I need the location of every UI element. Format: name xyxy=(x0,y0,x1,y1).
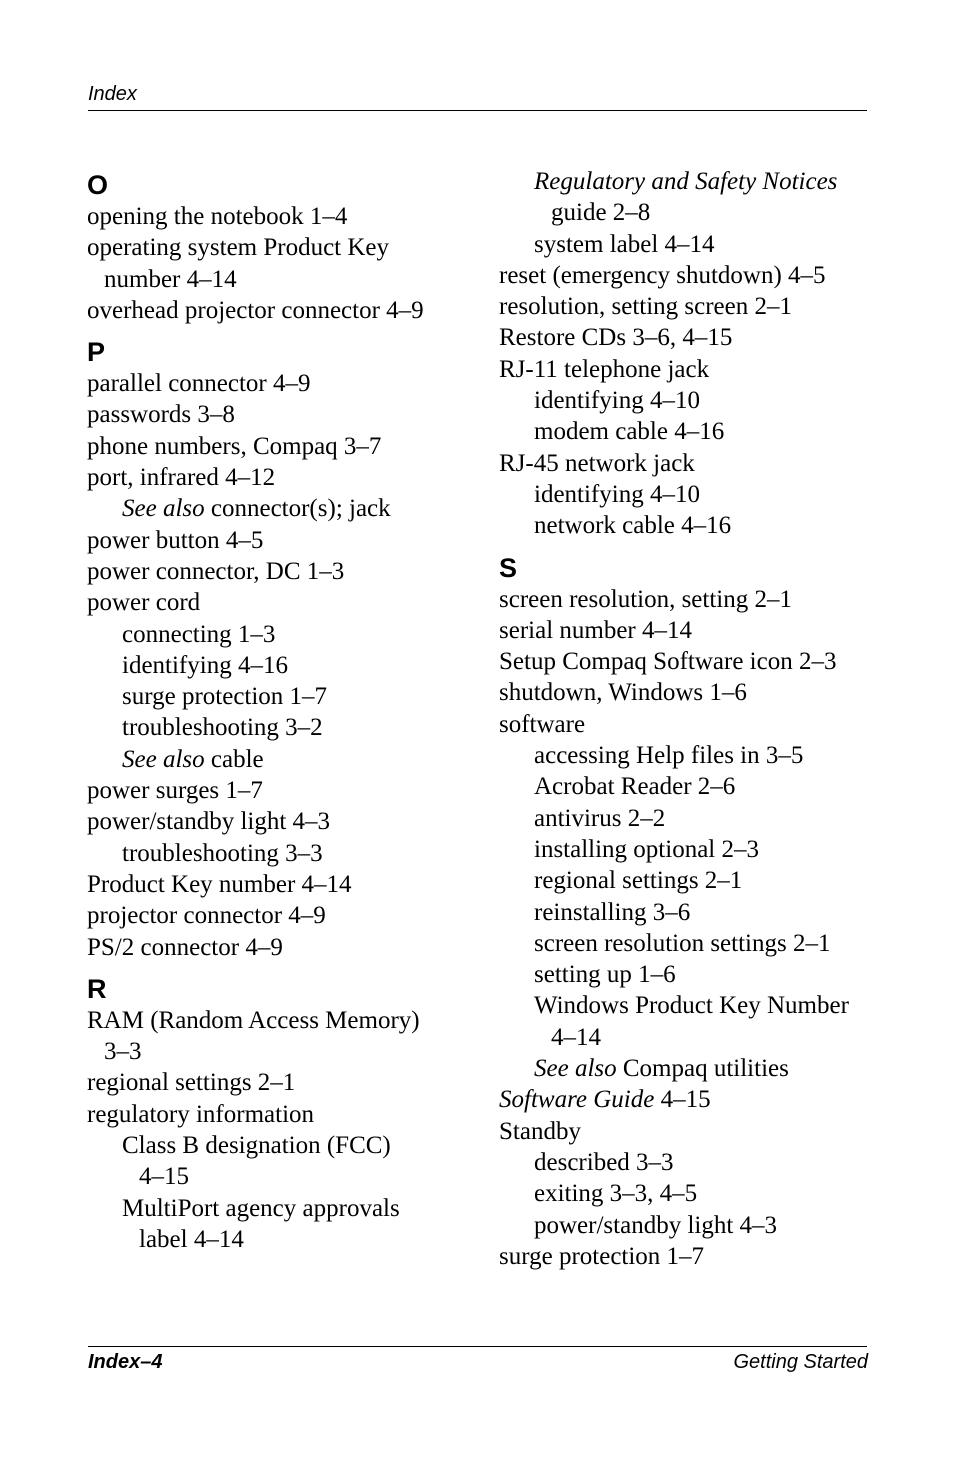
index-entry: software xyxy=(499,710,586,738)
index-subentry: troubleshooting 3–3 xyxy=(122,839,323,867)
index-entry: opening the notebook 1–4 xyxy=(87,203,348,230)
index-entry: surge protection 1–7 xyxy=(499,1242,705,1270)
see-also-target: connector(s); jack xyxy=(204,495,391,523)
index-entry: power connector, DC 1–3 xyxy=(87,557,345,585)
page-number: Index–4 xyxy=(88,1351,163,1373)
index-subentry: identifying 4–16 xyxy=(122,651,288,679)
header-rule xyxy=(88,110,867,111)
index-entry: resolution, setting screen 2–1 xyxy=(499,293,792,321)
index-subentry-continuation: 4–15 xyxy=(139,1163,189,1191)
index-entry: shutdown, Windows 1–6 xyxy=(499,679,747,707)
index-subentry: described 3–3 xyxy=(534,1148,674,1176)
index-subentry-continuation: guide 2–8 xyxy=(551,199,651,227)
index-entry: overhead projector connector 4–9 xyxy=(87,296,424,324)
index-entry-continuation: 3–3 xyxy=(104,1038,142,1066)
index-entry: power surges 1–7 xyxy=(87,777,263,805)
index-entry: power button 4–5 xyxy=(87,526,264,554)
index-entry-title xyxy=(499,1084,869,1115)
index-entry: RAM (Random Access Memory) xyxy=(87,1006,420,1034)
index-subentry-see-also xyxy=(87,493,482,524)
index-subentry: Acrobat Reader 2–6 xyxy=(534,773,736,801)
index-subentry-see-also xyxy=(87,744,482,775)
index-column-right xyxy=(499,166,869,1272)
index-subentry-see-also xyxy=(499,1053,869,1084)
index-subentry: installing optional 2–3 xyxy=(534,835,759,863)
index-subentry: accessing Help files in 3–5 xyxy=(534,742,804,770)
index-entry: passwords 3–8 xyxy=(87,401,235,429)
index-entry: screen resolution, setting 2–1 xyxy=(499,585,792,613)
index-subentry: power/standby light 4–3 xyxy=(534,1211,778,1239)
index-subentry: MultiPort agency approvals xyxy=(122,1194,400,1222)
index-entry: power/standby light 4–3 xyxy=(87,808,331,836)
index-subentry: exiting 3–3, 4–5 xyxy=(534,1180,698,1208)
index-entry: regional settings 2–1 xyxy=(87,1069,296,1097)
publication-title: Regulatory and Safety Notices xyxy=(534,168,838,195)
index-subentry: troubleshooting 3–2 xyxy=(122,714,323,742)
index-entry: RJ-45 network jack xyxy=(499,449,695,477)
see-also-label: See also xyxy=(122,495,205,523)
index-subentry: modem cable 4–16 xyxy=(534,418,725,446)
see-also-label: See also xyxy=(122,745,205,773)
index-entry: operating system Product Key xyxy=(87,234,390,262)
index-subentry-title xyxy=(499,166,869,197)
book-title: Getting Started xyxy=(733,1351,868,1373)
page-reference: 4–15 xyxy=(654,1086,711,1114)
index-entry: parallel connector 4–9 xyxy=(87,370,311,398)
index-entry: port, infrared 4–12 xyxy=(87,464,276,492)
index-subentry: Windows Product Key Number xyxy=(534,992,849,1020)
footer-rule xyxy=(88,1346,867,1347)
index-entry: serial number 4–14 xyxy=(499,616,693,644)
index-entry: reset (emergency shutdown) 4–5 xyxy=(499,261,826,289)
index-entry: power cord xyxy=(87,589,201,617)
publication-title: Software Guide xyxy=(499,1086,655,1114)
index-subentry: identifying 4–10 xyxy=(534,387,700,415)
section-letter-s: S xyxy=(499,552,518,583)
index-entry: PS/2 connector 4–9 xyxy=(87,933,283,961)
index-subentry-continuation: 4–14 xyxy=(551,1023,601,1051)
index-subentry: screen resolution settings 2–1 xyxy=(534,929,831,957)
section-letter-o: O xyxy=(87,170,109,200)
index-subentry: system label 4–14 xyxy=(534,230,715,258)
index-subentry: surge protection 1–7 xyxy=(122,683,328,711)
index-entry: Standby xyxy=(499,1117,581,1145)
index-subentry: antivirus 2–2 xyxy=(534,804,666,832)
index-entry: RJ-11 telephone jack xyxy=(499,355,710,383)
index-entry: projector connector 4–9 xyxy=(87,902,326,930)
index-subentry: reinstalling 3–6 xyxy=(534,898,691,926)
running-head: Index xyxy=(88,83,137,105)
index-subentry: network cable 4–16 xyxy=(534,512,732,540)
index-subentry-continuation: label 4–14 xyxy=(139,1225,244,1253)
section-letter-r: R xyxy=(87,973,107,1004)
index-subentry: regional settings 2–1 xyxy=(534,867,743,895)
index-column-left xyxy=(87,166,482,1255)
index-subentry: Class B designation (FCC) xyxy=(122,1132,391,1160)
index-entry: phone numbers, Compaq 3–7 xyxy=(87,432,382,460)
index-entry: regulatory information xyxy=(87,1100,315,1128)
see-also-label: See also xyxy=(534,1055,617,1083)
index-entry-continuation: number 4–14 xyxy=(104,265,237,293)
index-entry: Product Key number 4–14 xyxy=(87,870,352,898)
index-subentry: setting up 1–6 xyxy=(534,961,676,989)
section-letter-p: P xyxy=(87,337,106,368)
index-subentry: identifying 4–10 xyxy=(534,480,700,508)
see-also-target: cable xyxy=(204,745,264,773)
index-subentry: connecting 1–3 xyxy=(122,620,276,648)
index-entry: Setup Compaq Software icon 2–3 xyxy=(499,648,837,676)
index-entry: Restore CDs 3–6, 4–15 xyxy=(499,324,733,352)
see-also-target: Compaq utilities xyxy=(616,1055,789,1083)
